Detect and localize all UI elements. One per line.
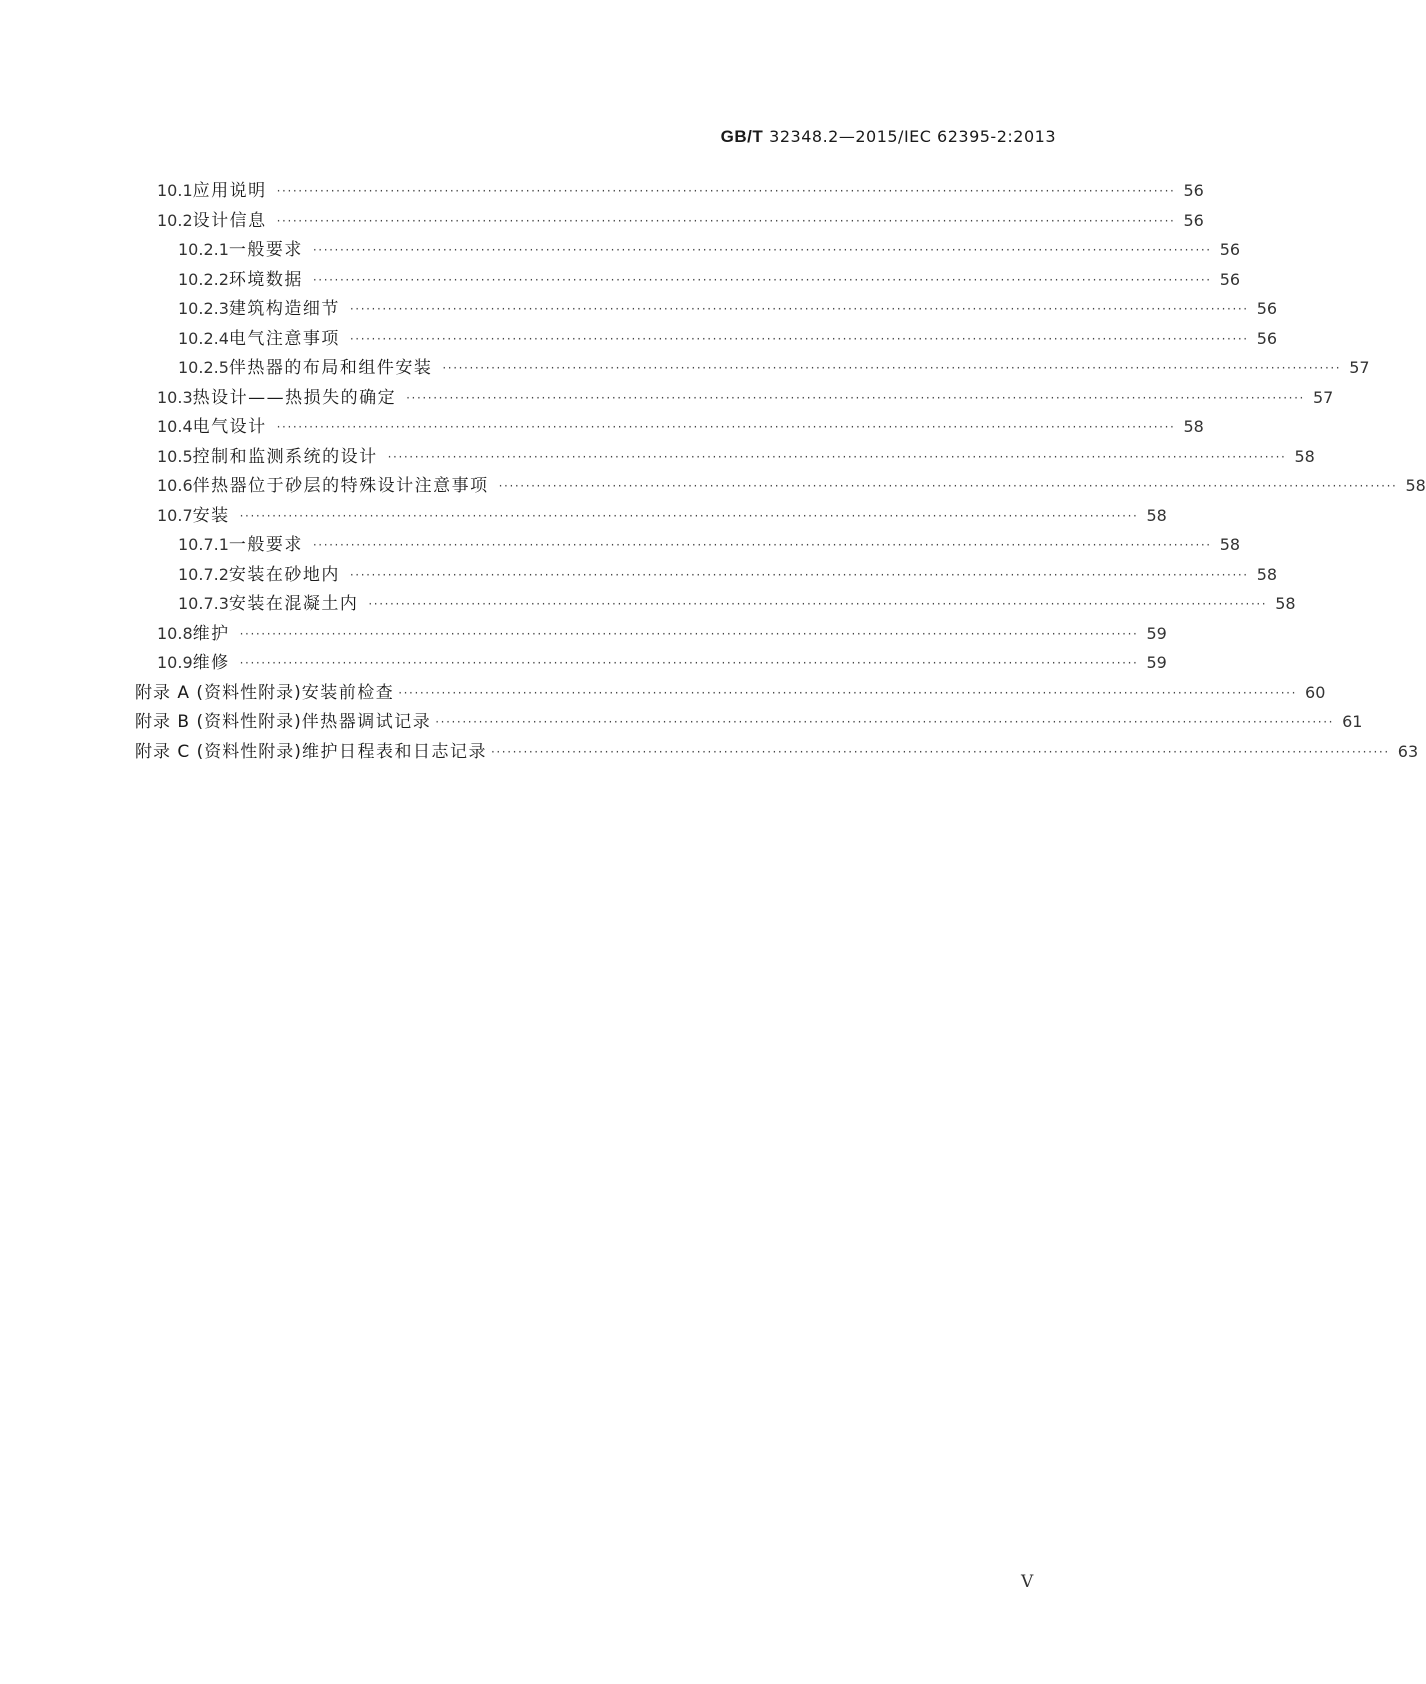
toc-entry-page: 56 — [1183, 181, 1204, 200]
toc-leader-dots: ······································································································································································ — [490, 744, 1390, 759]
toc-entry-page: 58 — [1294, 446, 1315, 466]
toc-entry-page: 58 — [1146, 505, 1167, 525]
toc-entry[interactable] — [157, 470, 1426, 502]
toc-entry-number: 10.2.1 — [178, 240, 229, 259]
toc-entry-number: 10.3 — [157, 387, 193, 407]
toc-leader-dots: ······································································································································································ — [498, 479, 1398, 493]
toc-entry-number: 10.2.3 — [178, 299, 229, 318]
toc-entry-title: 伴热器位于砂层的特殊设计注意事项 — [192, 476, 489, 496]
toc-leader-dots: ······································································································································································ — [349, 567, 1249, 582]
toc-entry-number: 10.2.2 — [178, 269, 229, 289]
toc-entry[interactable] — [178, 559, 1278, 591]
toc-leader-dots: ······································································································································································ — [239, 508, 1139, 523]
toc-entry[interactable] — [157, 205, 1204, 237]
toc-entry-title: 环境数据 — [228, 269, 303, 290]
toc-entry-page: 63 — [1397, 741, 1419, 761]
toc-entry-page: 58 — [1219, 535, 1241, 554]
toc-entry-title: 建筑构造细节 — [228, 299, 340, 319]
toc-leader-dots: ······································································································································································ — [312, 243, 1212, 257]
toc-entry-title: 一般要求 — [228, 535, 303, 555]
toc-leader-dots: ······································································································································································ — [312, 272, 1212, 287]
toc-leader-dots: ······································································································································································ — [406, 390, 1305, 405]
toc-entry-number: 10.9 — [157, 653, 193, 672]
toc-entry-number: 附录 A (资料性附录) — [135, 682, 302, 703]
toc-entry-page: 58 — [1405, 476, 1426, 495]
toc-entry-number: 10.7.1 — [178, 535, 229, 554]
toc-entry-page: 61 — [1342, 712, 1363, 731]
toc-entry-page: 59 — [1146, 653, 1167, 672]
toc-entry[interactable] — [178, 352, 1370, 384]
toc-leader-dots: ······································································································································································ — [276, 184, 1176, 198]
toc-entry-page: 56 — [1256, 328, 1278, 348]
toc-leader-dots: ······································································································································································ — [435, 715, 1335, 729]
toc-entry-title: 伴热器的布局和组件安装 — [228, 358, 433, 378]
toc-entry[interactable] — [135, 706, 1363, 738]
toc-entry-page: 60 — [1305, 682, 1326, 702]
toc-entry[interactable] — [178, 529, 1241, 561]
toc-leader-dots: ······································································································································································ — [442, 361, 1342, 375]
toc-entry-page: 56 — [1256, 299, 1278, 318]
standard-number: 32348.2—2015/IEC 62395-2:2013 — [769, 127, 1056, 146]
toc-entry-title: 维修 — [192, 653, 230, 673]
toc-leader-dots: ······································································································································································ — [276, 420, 1176, 434]
toc-entry-title: 电气设计 — [192, 417, 267, 437]
toc-entry-title: 安装 — [192, 505, 230, 526]
toc-entry[interactable] — [178, 234, 1241, 266]
toc-entry-number: 10.4 — [157, 417, 193, 436]
toc-entry-title: 控制和监测系统的设计 — [192, 446, 378, 467]
toc-entry-page: 56 — [1219, 269, 1241, 289]
toc-entry[interactable] — [157, 175, 1204, 207]
toc-entry-page: 58 — [1183, 417, 1204, 436]
toc-entry-number: 10.8 — [157, 623, 193, 643]
toc-entry-title: 安装在砂地内 — [228, 564, 340, 585]
toc-entry[interactable] — [178, 293, 1278, 325]
toc-entry-number: 10.1 — [157, 181, 193, 200]
toc-entry-title: 设计信息 — [192, 210, 267, 231]
toc-leader-dots: ······································································································································································ — [349, 331, 1249, 346]
toc-leader-dots: ······································································································································································ — [368, 597, 1268, 611]
toc-leader-dots: ······································································································································································ — [276, 213, 1176, 228]
toc-entry-title: 安装前检查 — [301, 682, 395, 703]
toc-entry-title: 一般要求 — [228, 240, 303, 260]
toc-entry-page: 56 — [1183, 210, 1204, 230]
toc-entry[interactable] — [157, 647, 1167, 679]
toc-entry[interactable] — [178, 264, 1241, 296]
toc-entry-number: 10.6 — [157, 476, 193, 495]
toc-entry-page: 56 — [1219, 240, 1241, 259]
toc-leader-dots: ······································································································································································ — [398, 685, 1298, 700]
toc-entry-number: 附录 C (资料性附录) — [135, 741, 302, 762]
toc-entry-title: 应用说明 — [192, 181, 267, 201]
toc-entry[interactable] — [157, 382, 1334, 414]
toc-entry-number: 10.2.5 — [178, 358, 229, 377]
toc-entry-title: 伴热器调试记录 — [301, 712, 432, 732]
toc-entry-title: 电气注意事项 — [228, 328, 340, 349]
toc-entry-page: 58 — [1256, 564, 1278, 584]
toc-entry[interactable] — [178, 323, 1278, 355]
toc-entry[interactable] — [157, 500, 1167, 532]
toc-entry[interactable] — [157, 441, 1315, 473]
toc-entry-number: 10.5 — [157, 446, 193, 466]
toc-entry[interactable] — [135, 736, 1419, 768]
toc-entry[interactable] — [157, 411, 1204, 443]
toc-entry-number: 附录 B (资料性附录) — [135, 712, 302, 732]
toc-leader-dots: ······································································································································································ — [239, 626, 1139, 641]
page-number: V — [1021, 1572, 1034, 1592]
toc-entry[interactable] — [178, 588, 1296, 620]
toc-leader-dots: ······································································································································································ — [387, 449, 1287, 464]
toc-entry-number: 10.7.3 — [178, 594, 229, 613]
toc-entry-number: 10.2 — [157, 210, 193, 230]
document-header — [721, 127, 1056, 147]
toc-leader-dots: ······································································································································································ — [312, 538, 1212, 552]
toc-entry-title: 维护日程表和日志记录 — [301, 741, 487, 762]
toc-leader-dots: ······································································································································································ — [349, 302, 1249, 316]
toc-leader-dots: ······································································································································································ — [239, 656, 1139, 670]
toc-entry-title: 维护 — [192, 623, 230, 644]
standard-code: GB/T — [720, 127, 764, 146]
toc-entry-title: 热设计——热损失的确定 — [192, 387, 397, 408]
toc-entry-number: 10.2.4 — [178, 328, 229, 348]
toc-entry-page: 59 — [1146, 623, 1167, 643]
toc-entry-page: 57 — [1312, 387, 1334, 407]
toc-entry-number: 10.7 — [157, 505, 193, 525]
toc-entry-page: 58 — [1275, 594, 1296, 613]
toc-entry-page: 57 — [1349, 358, 1370, 377]
toc-entry[interactable] — [135, 677, 1326, 709]
toc-entry[interactable] — [157, 618, 1167, 650]
toc-entry-title: 安装在混凝土内 — [228, 594, 359, 614]
toc-entry-number: 10.7.2 — [178, 564, 229, 584]
